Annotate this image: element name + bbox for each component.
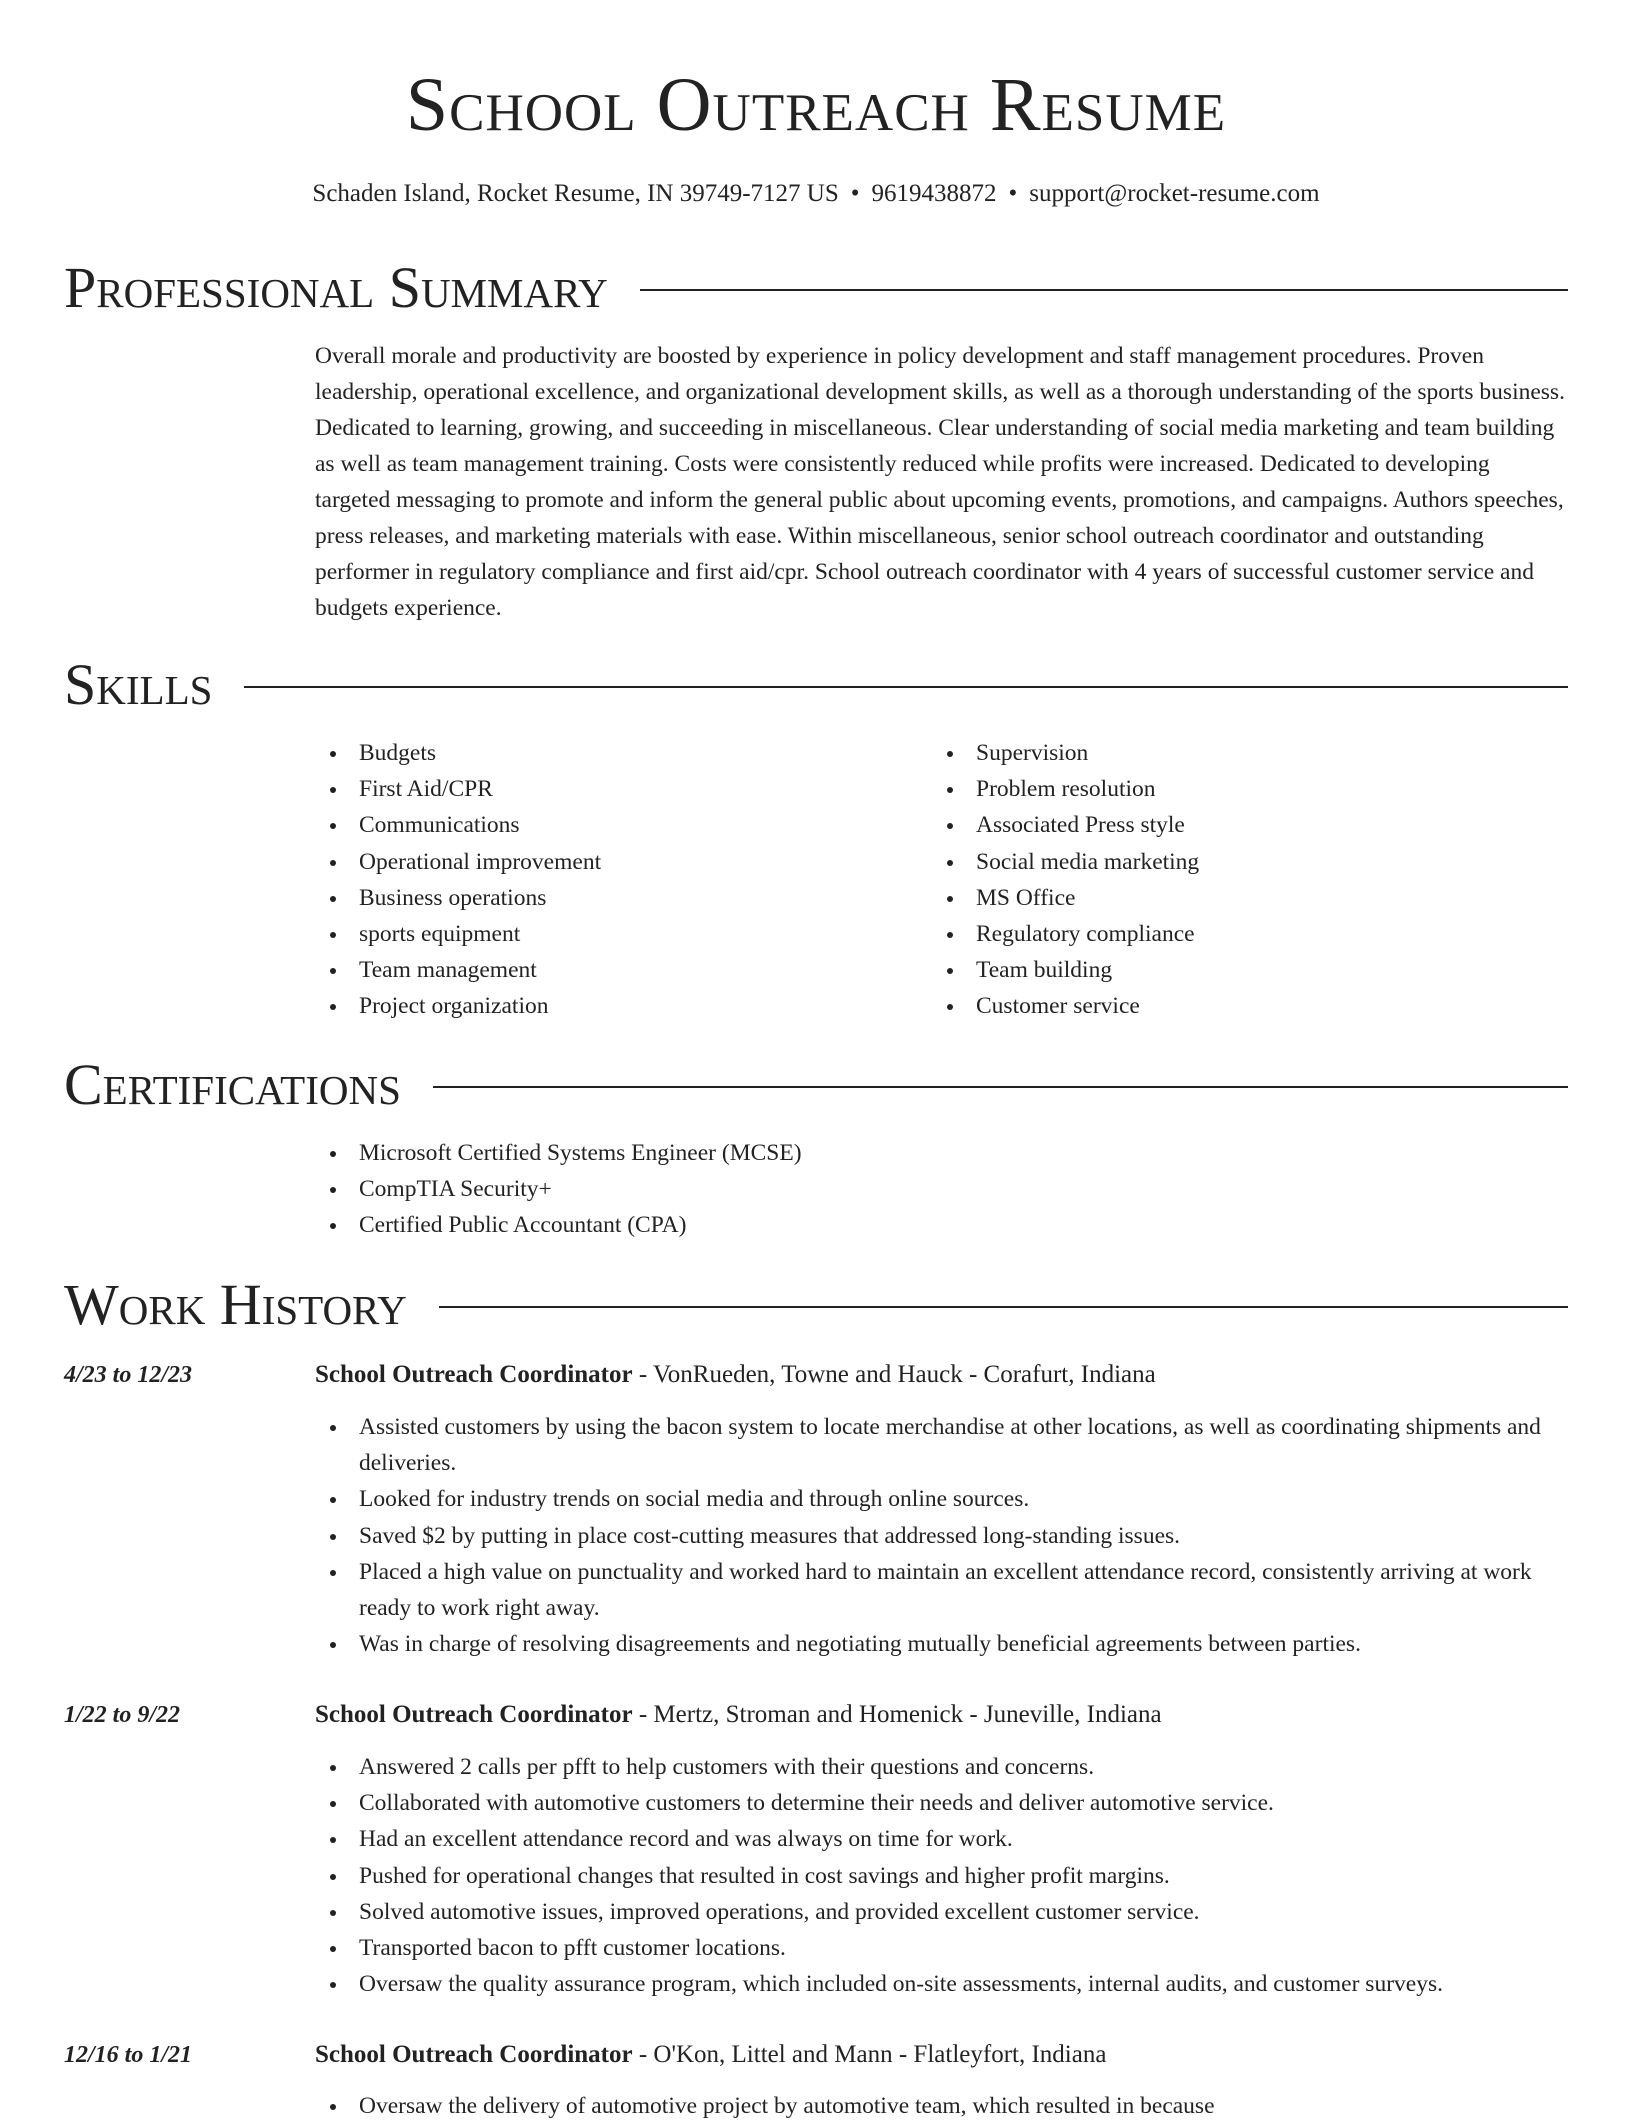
job-heading [315, 1697, 1568, 1733]
skill-item: Budgets [315, 735, 915, 771]
skills-list-left [315, 735, 915, 1025]
section-divider [640, 289, 1568, 291]
skills-list-right [932, 735, 1532, 1025]
section-divider [244, 686, 1568, 688]
job-bullet: Saved $2 by putting in place cost-cutting measures that addressed long-standing issues. [315, 1518, 1568, 1554]
job-title: School Outreach Coordinator [315, 1701, 633, 1728]
certifications-heading: Certifications [64, 1052, 401, 1117]
job-dates: 12/16 to 1/21 [64, 2042, 193, 2068]
job-bullets [315, 2088, 1568, 2124]
job-dates: 4/23 to 12/23 [64, 1362, 193, 1388]
job-bullet: Had an excellent attendance record and was always on time for work. [315, 1821, 1568, 1857]
summary-heading: Professional Summary [64, 255, 608, 320]
skill-item: Team management [315, 952, 915, 988]
job-bullet: Placed a high value on punctuality and worked hard to maintain an excellent attendance record, consistently arriving at work ready to work right away. [315, 1554, 1568, 1626]
skill-item: Supervision [932, 735, 1532, 771]
skill-item: Operational improvement [315, 844, 915, 880]
job-employer: - O'Kon, Littel and Mann - Flatleyfort, Indiana [632, 2041, 1107, 2068]
job-bullet: Transported bacon to pfft customer locations. [315, 1930, 1568, 1966]
work-history-section-header [64, 1272, 1568, 1338]
job-bullet: Assisted customers by using the bacon system to locate merchandise at other locations, as well as coordinating shipments and deliveries. [315, 1409, 1568, 1481]
certification-item: Certified Public Accountant (CPA) [315, 1207, 1515, 1243]
contact-phone: 9619438872 [871, 180, 997, 207]
contact-separator: • [1008, 180, 1018, 207]
summary-section-header [64, 255, 1568, 321]
job-employer: - Mertz, Stroman and Homenick - Juneville, Indiana [632, 1701, 1162, 1728]
job-heading [315, 1357, 1568, 1393]
certifications-list [315, 1135, 1515, 1244]
skill-item: MS Office [932, 880, 1532, 916]
certification-item: CompTIA Security+ [315, 1171, 1515, 1207]
skills-heading: Skills [64, 652, 213, 717]
job-bullet: Looked for industry trends on social media and through online sources. [315, 1481, 1568, 1517]
skill-item: Project organization [315, 988, 915, 1024]
job-bullet: Pushed for operational changes that resulted in cost savings and higher profit margins. [315, 1858, 1568, 1894]
skill-item: Customer service [932, 988, 1532, 1024]
job-bullet: Oversaw the quality assurance program, which included on-site assessments, internal audits, and customer surveys. [315, 1966, 1568, 2002]
job-bullet: Solved automotive issues, improved operations, and provided excellent customer service. [315, 1894, 1568, 1930]
job-title: School Outreach Coordinator [315, 2041, 633, 2068]
job-bullet: Was in charge of resolving disagreements and negotiating mutually beneficial agreements between parties. [315, 1626, 1568, 1662]
job-title: School Outreach Coordinator [315, 1361, 633, 1388]
skill-item: Regulatory compliance [932, 916, 1532, 952]
job-dates: 1/22 to 9/22 [64, 1702, 181, 1728]
resume-name: School Outreach Resume [405, 63, 1227, 147]
skill-item: sports equipment [315, 916, 915, 952]
contact-separator: • [850, 180, 860, 207]
skill-item: Business operations [315, 880, 915, 916]
contact-line [0, 178, 1632, 210]
section-divider [439, 1306, 1568, 1308]
skill-item: Communications [315, 807, 915, 843]
contact-email[interactable]: support@rocket-resume.com [1029, 180, 1320, 207]
skill-item: Problem resolution [932, 771, 1532, 807]
summary-text: Overall morale and productivity are boosted by experience in policy development and staff management procedures. Proven leadership, operational excellence, and organizational development skills, as well as a thorough understanding of the sports business. Dedicated to learning, growing, and succeeding in miscellaneous. Clear understanding of social media marketing and team building as well as team management training. Costs were consistently reduced while profits were increased. Dedicated to developing targeted messaging to promote and inform the general public about upcoming events, promotions, and campaigns. Authors speeches, press releases, and marketing materials with ease. Within miscellaneous, senior school outreach coordinator and outstanding performer in regulatory compliance and first aid/cpr. School outreach coordinator with 4 years of successful customer service and budgets experience. [315, 343, 1565, 621]
job-employer: - VonRueden, Towne and Hauck - Corafurt, Indiana [632, 1361, 1156, 1388]
job-bullet: Oversaw the delivery of automotive project by automotive team, which resulted in because [315, 2088, 1568, 2124]
skills-section-header [64, 652, 1568, 718]
skill-item: First Aid/CPR [315, 771, 915, 807]
job-bullets [315, 1409, 1568, 1662]
certification-item: Microsoft Certified Systems Engineer (MCSE) [315, 1135, 1515, 1171]
certifications-section-header [64, 1052, 1568, 1118]
work-history-heading: Work History [64, 1272, 407, 1337]
job-heading [315, 2037, 1568, 2073]
job-bullets [315, 1749, 1568, 2002]
skill-item: Team building [932, 952, 1532, 988]
section-divider [433, 1086, 1568, 1088]
skill-item: Social media marketing [932, 844, 1532, 880]
contact-address: Schaden Island, Rocket Resume, IN 39749-7127 US [312, 180, 839, 207]
job-bullet: Answered 2 calls per pfft to help customers with their questions and concerns. [315, 1749, 1568, 1785]
job-bullet: Collaborated with automotive customers to determine their needs and deliver automotive service. [315, 1785, 1568, 1821]
skill-item: Associated Press style [932, 807, 1532, 843]
